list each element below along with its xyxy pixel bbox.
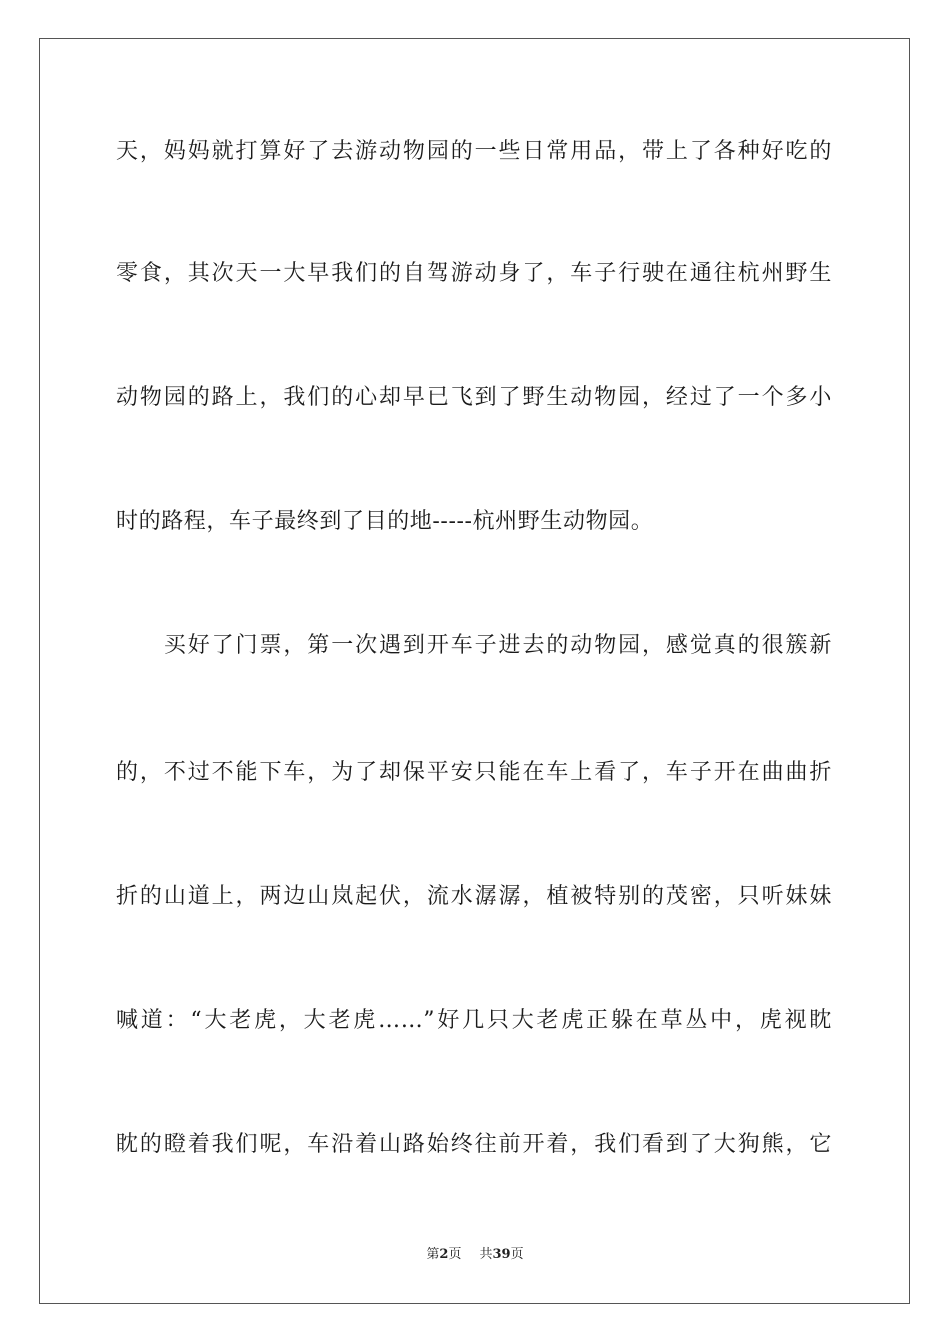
text-line-4: 时的路程，车子最终到了目的地-----杭州野生动物园。 [116,509,654,534]
page-border [39,38,910,1304]
text-line-7: 折的山道上，两边山岚起伏，流水潺潺，植被特别的茂密，只听妹妹 [116,884,832,909]
text-line-9: 眈的瞪着我们呢，车沿着山路始终往前开着，我们看到了大狗熊，它 [116,1132,832,1157]
text-line-5: 买好了门票，第一次遇到开车子进去的动物园，感觉真的很簇新 [116,633,832,658]
total-prefix: 共 [479,1247,493,1262]
text-line-6: 的，不过不能下车，为了却保平安只能在车上看了，车子开在曲曲折 [116,760,832,785]
text-line-3: 动物园的路上，我们的心却早已飞到了野生动物园，经过了一个多小 [116,385,832,410]
total-suffix: 页 [510,1247,524,1262]
page-prefix: 第 [426,1247,440,1262]
total-pages: 39 [492,1247,511,1262]
page-number: 2 [439,1247,449,1262]
text-line-1: 天，妈妈就打算好了去游动物园的一些日常用品，带上了各种好吃的 [116,139,832,164]
text-line-8: 喊道：“大老虎，大老虎……”好几只大老虎正躲在草丛中，虎视眈 [116,1008,832,1033]
text-line-2: 零食，其次天一大早我们的自驾游动身了，车子行驶在通往杭州野生 [116,261,832,286]
page-footer [0,1246,950,1264]
page-suffix: 页 [448,1247,462,1262]
